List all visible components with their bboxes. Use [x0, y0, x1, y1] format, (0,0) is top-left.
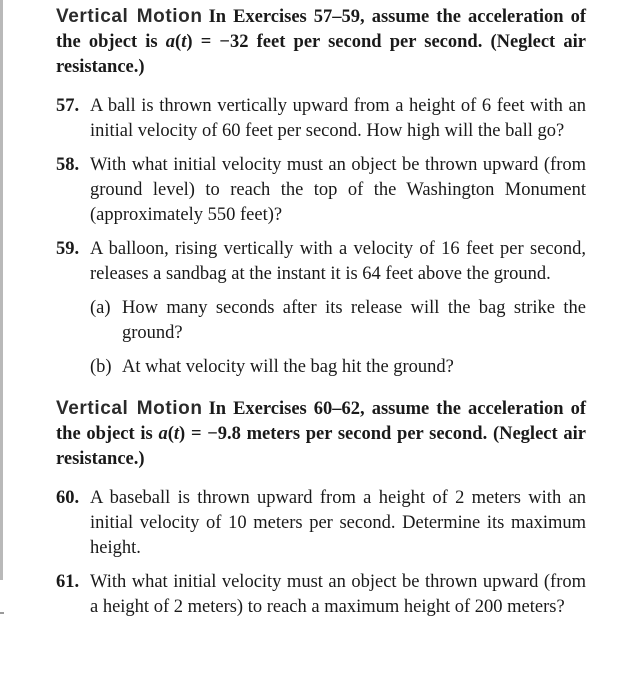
exercise-text: With what initial velocity must an object be thrown upward (from ground level) to reach the top of the Washington Monument (approximately 550 feet)?: [90, 155, 586, 225]
exercise-text: A ball is thrown vertically upward from a height of 6 feet with an initial velocity of 60 feet per second. How high will the ball go?: [90, 96, 586, 141]
part-text: At what velocity will the bag hit the ground?: [122, 357, 454, 377]
part-text: How many seconds after its release will the bag strike the ground?: [122, 298, 586, 343]
exercise-59-part-b: [90, 355, 586, 380]
exercise-number: 60.: [56, 488, 80, 508]
part-label: (b): [90, 357, 112, 377]
exercise-number: 58.: [56, 155, 80, 175]
accel-variable: t: [173, 424, 180, 444]
exercise-57: [56, 94, 586, 144]
section-intro: In Exercises 60–62, assume the acceleration of the object is: [56, 399, 586, 444]
exercise-text: With what initial velocity must an object be thrown upward (from a height of 2 meters) to reach a maximum height of 200 meters?: [90, 572, 586, 617]
section-heading-57-59: Vertical Motion In Exercises 57–59, assume the acceleration of the object is a(t) = −32 feet per second per second. (Neglect air resistance.): [56, 6, 586, 77]
exercise-number: 59.: [56, 239, 80, 259]
section-accel-value: = −9.8 meters per second per second. (Neglect air resistance.): [56, 424, 586, 469]
accel-variable: t: [181, 32, 187, 52]
textbook-page: [56, 4, 586, 620]
exercise-text: A baseball is thrown upward from a height of 2 meters with an initial velocity of 10 meters per second. Determine its maximum height.: [90, 488, 586, 558]
section-intro: In Exercises 57–59, assume the acceleration of the object is: [56, 7, 586, 52]
section-heading-60-62: Vertical Motion In Exercises 60–62, assume the acceleration of the object is a(t) = −9.8 meters per second per second. (Neglect air resistance.): [56, 398, 586, 469]
section-topic: Vertical Motion: [56, 6, 203, 27]
exercise-text: A balloon, rising vertically with a velocity of 16 feet per second, releases a sandbag at the instant it is 64 feet above the ground.: [90, 239, 586, 284]
exercise-59: [56, 237, 586, 287]
exercise-59-part-a: [90, 296, 586, 346]
exercise-number: 61.: [56, 572, 80, 592]
exercise-number: 57.: [56, 96, 80, 116]
exercise-61: [56, 570, 586, 620]
section-accel-value: = −32 feet per second per second. (Neglect air resistance.): [56, 32, 586, 77]
accel-function: a: [165, 32, 176, 52]
page-edge-rule: [0, 0, 3, 580]
accel-function: a: [158, 424, 168, 444]
exercise-58: [56, 153, 586, 228]
section-topic: Vertical Motion: [56, 398, 203, 419]
part-label: (a): [90, 298, 111, 318]
page-edge-tick: [0, 612, 4, 614]
exercise-60: [56, 486, 586, 561]
